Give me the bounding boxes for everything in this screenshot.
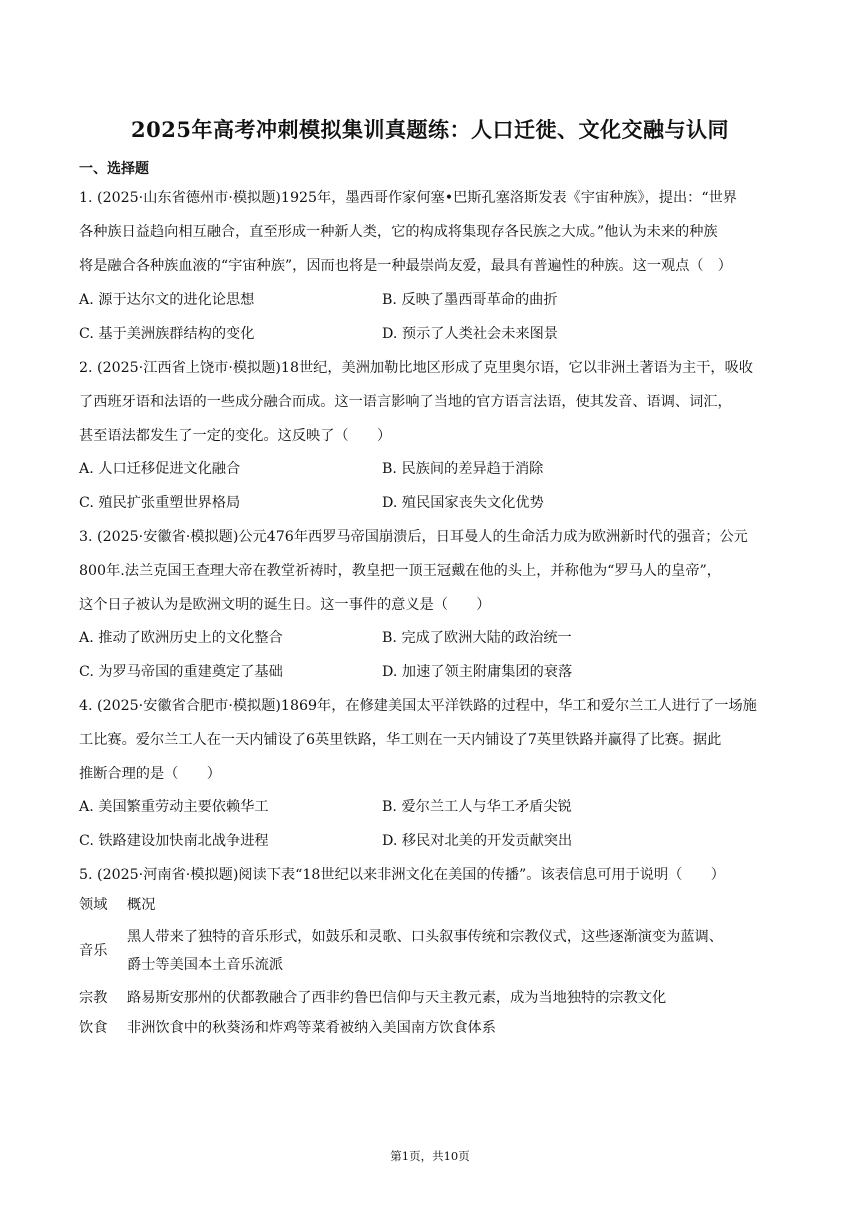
option-d: D. 加速了领主附庸集团的衰落 bbox=[382, 664, 573, 680]
table-cell-summary: 爵士等美国本土音乐流派 bbox=[127, 957, 284, 973]
option-c: C. 殖民扩张重塑世界格局 bbox=[79, 495, 241, 511]
table-cell-field: 音乐 bbox=[79, 943, 108, 959]
page-number: 第1页，共10页 bbox=[390, 1149, 470, 1163]
option-b: B. 反映了墨西哥革命的曲折 bbox=[382, 292, 558, 308]
option-b: B. 爱尔兰工人与华工矛盾尖锐 bbox=[382, 799, 572, 815]
option-b: B. 民族间的差异趋于消除 bbox=[382, 461, 544, 477]
option-d: D. 移民对北美的开发贡献突出 bbox=[382, 833, 573, 849]
table-cell-summary: 路易斯安那州的伏都教融合了西非约鲁巴信仰与天主教元素，成为当地独特的宗教文化 bbox=[127, 990, 667, 1006]
question-text-line: 了西班牙语和法语的一些成分融合而成。这一语言影响了当地的官方语言法语，使其发音、语调、词汇， bbox=[79, 394, 732, 410]
question-text-line: 2. (2025·江西省上饶市·模拟题)18世纪，美洲加勒比地区形成了克里奥尔语，它以非洲土著语为主干，吸收 bbox=[79, 360, 753, 376]
option-d: D. 殖民国家丧失文化优势 bbox=[382, 495, 544, 511]
question-text-line: 这个日子被认为是欧洲文明的诞生日。这一事件的意义是（ ） bbox=[79, 597, 491, 613]
table-cell-summary: 非洲饮食中的秋葵汤和炸鸡等菜肴被纳入美国南方饮食体系 bbox=[127, 1020, 496, 1036]
question-text-line: 4. (2025·安徽省合肥市·模拟题)1869年，在修建美国太平洋铁路的过程中，华工和爱尔兰工人进行了一场施 bbox=[79, 698, 757, 714]
option-a: A. 源于达尔文的进化论思想 bbox=[79, 292, 255, 308]
table-header-field: 领域 bbox=[79, 897, 108, 913]
question-text-line: 1. (2025·山东省德州市·模拟题)1925年，墨西哥作家何塞•巴斯孔塞洛斯发表《宇宙种族》，提出：“世界 bbox=[79, 190, 737, 206]
table-cell-field: 宗教 bbox=[79, 990, 108, 1006]
question-text-line: 工比赛。爱尔兰工人在一天内铺设了6英里铁路，华工则在一天内铺设了7英里铁路并赢得了比赛。据此 bbox=[79, 732, 722, 748]
page-title: 2025年高考冲刺模拟集训真题练：人口迁徙、文化交融与认同 bbox=[131, 117, 729, 142]
option-a: A. 推动了欧洲历史上的文化整合 bbox=[79, 630, 283, 646]
table-header-summary: 概况 bbox=[127, 897, 156, 913]
question-text-line: 各种族日益趋向相互融合，直至形成一种新人类，它的构成将集现存各民族之大成。”他认为未来的种族 bbox=[79, 224, 718, 240]
section-heading: 一、选择题 bbox=[79, 161, 149, 177]
question-text-line: 将是融合各种族血液的“宇宙种族”，因而也将是一种最崇尚友爱，最具有普遍性的种族。这一观点（ ） bbox=[79, 258, 732, 274]
option-c: C. 基于美洲族群结构的变化 bbox=[79, 326, 255, 342]
question-text-line: 推断合理的是（ ） bbox=[79, 766, 221, 782]
option-b: B. 完成了欧洲大陆的政治统一 bbox=[382, 630, 572, 646]
option-a: A. 美国繁重劳动主要依赖华工 bbox=[79, 799, 269, 815]
question-text-line: 800年.法兰克国王查理大帝在教堂祈祷时，教皇把一顶王冠戴在他的头上，并称他为“罗马人的皇帝”， bbox=[79, 563, 721, 579]
question-text-line: 甚至语法都发生了一定的变化。这反映了（ ） bbox=[79, 428, 392, 444]
option-a: A. 人口迁移促进文化融合 bbox=[79, 461, 241, 477]
question-text-line: 3. (2025·安徽省·模拟题)公元476年西罗马帝国崩溃后，日耳曼人的生命活力成为欧洲新时代的强音；公元 bbox=[79, 529, 748, 545]
option-c: C. 铁路建设加快南北战争进程 bbox=[79, 833, 269, 849]
question-text-line: 5. (2025·河南省·模拟题)阅读下表“18世纪以来非洲文化在美国的传播”。该表信息可用于说明（ ） bbox=[79, 867, 725, 883]
table-cell-summary: 黑人带来了独特的音乐形式，如鼓乐和灵歌、口头叙事传统和宗教仪式，这些逐渐演变为蓝调、 bbox=[127, 929, 723, 945]
option-c: C. 为罗马帝国的重建奠定了基础 bbox=[79, 664, 283, 680]
table-cell-field: 饮食 bbox=[79, 1020, 108, 1036]
option-d: D. 预示了人类社会未来图景 bbox=[382, 326, 558, 342]
